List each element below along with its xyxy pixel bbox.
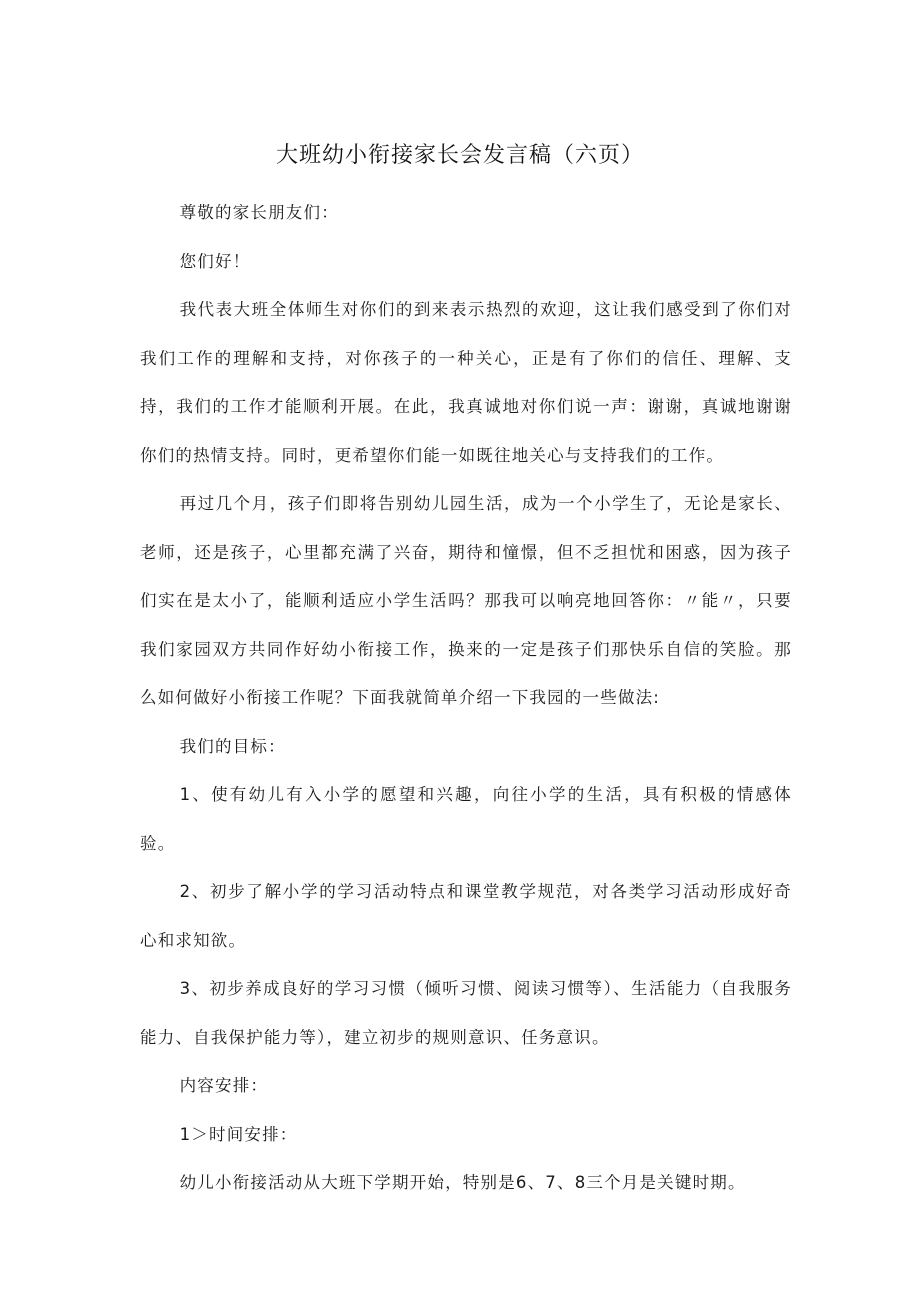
- goals-heading: 我们的目标：: [179, 736, 286, 756]
- salutation: 尊敬的家长朋友们：: [179, 203, 339, 222]
- schedule-heading: 1＞时间安排：: [179, 1124, 298, 1144]
- greeting: 您们好！: [179, 251, 251, 271]
- document-title: 大班幼小衔接家长会发言稿（六页）: [275, 143, 644, 168]
- paragraph-welcome: 我代表大班全体师生对你们的到来表示热烈的欢迎，这让我们感受到了你们对我们工作的理解和支持，对你孩子的一种关心，正是有了你们的信任、理解、支持，我们的工作才能顺利开展。在此，我真诚地对你们说一声：谢谢，真诚地谢谢你们的热情支持。同时，更希望你们能一如既往地关心与支持我们的工作。: [140, 300, 792, 465]
- content-heading: 内容安排：: [179, 1076, 269, 1095]
- schedule-paragraph: 幼儿小衔接活动从大班下学期开始，特别是6、7、8三个月是关键时期。: [179, 1173, 746, 1192]
- goal-item-1: 1、使有幼儿有入小学的愿望和兴趣，向往小学的生活，具有积极的情感体验。: [140, 785, 792, 853]
- paragraph-transition: 再过几个月，孩子们即将告别幼儿园生活，成为一个小学生了，无论是家长、老师，还是孩子，心里都充满了兴奋，期待和憧憬，但不乏担忧和困惑，因为孩子们实在是太小了，能顺利适应小学生活吗？那我可以响亮地回答你：〃能〃，只要我们家园双方共同作好幼小衔接工作，换来的一定是孩子们那快乐自信的笑脸。那么如何做好小衔接工作呢？下面我就简单介绍一下我园的一些做法:: [140, 494, 792, 707]
- goal-item-2: 2、初步了解小学的学习活动特点和课堂教学规范，对各类学习活动形成好奇心和求知欲。: [140, 882, 792, 950]
- goal-item-3: 3、初步养成良好的学习习惯（倾听习惯、阅读习惯等）、生活能力（自我服务能力、自我保护能力等），建立初步的规则意识、任务意识。: [140, 979, 792, 1047]
- document-body: [140, 189, 792, 1208]
